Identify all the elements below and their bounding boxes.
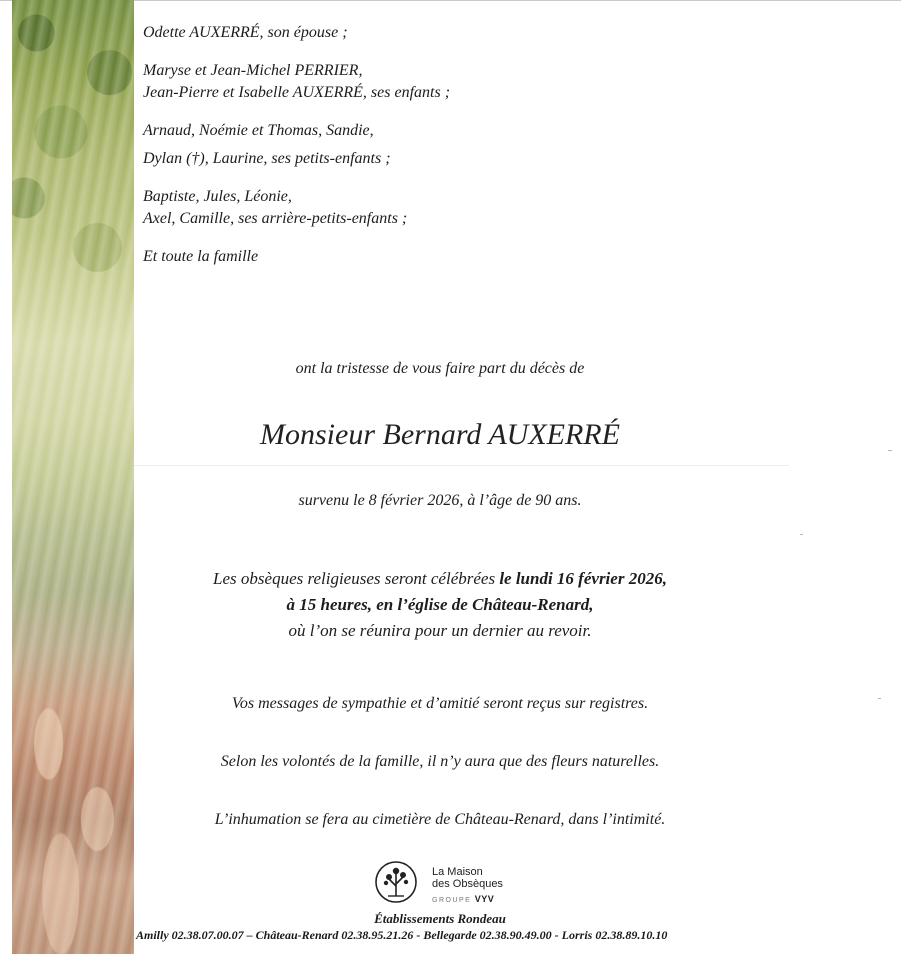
funeral-line-3: où l’on se réunira pour un dernier au revoir. xyxy=(288,621,592,640)
path-texture xyxy=(12,654,134,954)
note-condolences: Vos messages de sympathie et d’amitié seront reçus sur registres. xyxy=(231,695,649,712)
group-label xyxy=(432,894,494,904)
brand-line-1: La Maison xyxy=(432,866,483,878)
funeral-line-2 xyxy=(134,592,746,618)
tree-icon xyxy=(374,860,418,904)
family-spouse: Odette AUXERRÉ, son épouse ; xyxy=(143,24,348,41)
crop-mark xyxy=(888,450,892,451)
family-grandchildren-line-1: Arnaud, Noémie et Thomas, Sandie, xyxy=(143,122,374,139)
fold-line xyxy=(134,465,789,466)
funeral-time-place: à 15 heures, en l’église de Château-Renard, xyxy=(286,595,594,614)
funeral-details xyxy=(134,566,746,644)
funeral-line-1 xyxy=(134,566,746,592)
group-name: VYV xyxy=(474,894,495,904)
group-word: GROUPE xyxy=(432,897,472,904)
company-name: Établissements Rondeau xyxy=(374,911,506,926)
funeral-home-logo xyxy=(374,860,514,912)
deceased-name: Monsieur Bernard AUXERRÉ xyxy=(260,418,620,451)
forest-path-photo xyxy=(12,0,134,954)
family-children-line-2: Jean-Pierre et Isabelle AUXERRÉ, ses enfants ; xyxy=(143,84,451,101)
contact-phones: Amilly 02.38.07.00.07 – Château-Renard 02.38.95.21.26 - Bellegarde 02.38.90.49.00 - Lorris 02.38.89.10.10 xyxy=(136,928,668,942)
funeral-line-1-text: Les obsèques religieuses seront célébrées xyxy=(213,569,500,588)
family-grandchildren-line-2: Dylan (†), Laurine, ses petits-enfants ; xyxy=(143,150,391,167)
family-list xyxy=(143,22,450,268)
date-and-age: survenu le 8 février 2026, à l’âge de 90 ans. xyxy=(298,492,582,509)
announcement: ont la tristesse de vous faire part du décès de xyxy=(295,360,585,377)
funeral-date: le lundi 16 février 2026, xyxy=(499,569,667,588)
brand-name xyxy=(432,866,503,890)
note-flowers: Selon les volontés de la famille, il n’y aura que des fleurs naturelles. xyxy=(220,753,660,770)
note-burial: L’inhumation se fera au cimetière de Château-Renard, dans l’intimité. xyxy=(214,811,666,828)
family-all: Et toute la famille xyxy=(143,248,259,265)
crop-mark xyxy=(878,698,881,699)
brand-line-2: des Obsèques xyxy=(432,878,503,890)
crop-mark xyxy=(800,534,803,535)
family-children-line-1: Maryse et Jean-Michel PERRIER, xyxy=(143,62,363,79)
top-border xyxy=(0,0,901,1)
family-great-grandchildren-line-1: Baptiste, Jules, Léonie, xyxy=(143,188,292,205)
family-great-grandchildren-line-2: Axel, Camille, ses arrière-petits-enfants ; xyxy=(143,210,408,227)
